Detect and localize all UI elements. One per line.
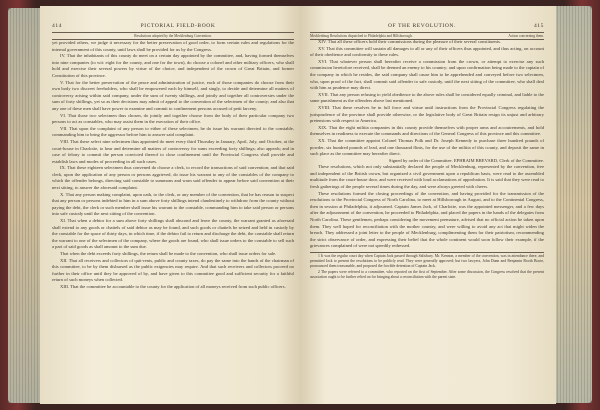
paragraph: yet provided others, we judge it necessary for the better preservation of good order, to form certain rules and regulations for the internal government of this county, until laws shall be provided for us by the Congress. (52, 40, 294, 52)
paragraph: XIX. That the eight militia companies in this county provide themselves with proper arms and accoutrements, and hold themselves in readiness to execute the commands and directions of the General Congress of this province and this committee. (310, 124, 544, 137)
running-head (310, 23, 544, 29)
paragraph: That when the debt exceeds forty shillings, the return shall be made to the convention, who shall issue orders for sale. (60, 251, 277, 256)
body-text (52, 40, 294, 291)
paragraph: XIII. That the committee be accountable to the county for the application of all moneys received from such public officers. (60, 283, 286, 289)
subhead-left: Mecklenburg Resolutions dispatched to Philadelphia and Hillsborough. (310, 34, 413, 38)
right-page (300, 6, 556, 404)
body-text (310, 39, 544, 280)
paragraph: XVII. That any person refusing to yield obedience to the above rules shall be considered equally criminal, and liable to the same punishment as the offenders above last mentioned. (310, 91, 544, 104)
footnote: 1 It was the regular court day when Captain Jack passed through Salisbury. Mr. Kennon, a member of the convention, was in attendance there, and permitted Jack to present the resolutions to be publicly read. They were generally approved; but two lawyers, John Dunn and Benjamin Booth Boote, pronounced them treasonable, and proposed the forcible detention of Captain Jack. (310, 254, 544, 269)
paragraph: XII. That all receivers and collectors of quit-rents, public and county taxes, do pay the same into the hands of the chairman of this committee, to be by them disbursed as the public exigencies may require. And that such receivers and collectors proceed no further in their office until they be approved of by, and have given to this committee good and sufficient security for a faithful return of such moneys when collected. (52, 257, 294, 283)
running-title: OF THE REVOLUTION. (387, 23, 456, 29)
paragraph: XVI. That whatever person shall hereafter receive a commission from the crown, or attempt to exercise any such commission heretofore received, shall be deemed an enemy to his country; and upon confirmation being made to the captain of the company in which he resides, the said company shall cause him to be apprehended and conveyed before two selectmen, who, upon proof of the fact, shall commit said offender to safe custody, until the next sitting of the committee, who shall deal with him as prudence may direct. (310, 58, 544, 91)
paragraph: VI. That those two selectmen thus chosen, do jointly and together choose from the body of their particular company two persons to act as constables, who may assist them in the execution of their office. (52, 112, 294, 125)
subhead-right: Action concerning them. (508, 34, 544, 38)
paragraph: VIII. That these select nine selectmen thus appointed do meet every third Thursday in January, April, July, and October, at the court-house in Charlotte, to hear and determine all matters of controversy for sums exceeding forty shillings; also appeals; and in case of felony to commit the person convicted thereof to close confinement until the Provincial Congress shall provide and establish laws and modes of proceeding in all such cases. (52, 138, 294, 164)
paragraph: IV. That the inhabitants of this county do meet on a certain day appointed by the committee, and, having formed themselves into nine companies (to wit: eight for the county, and one for the town), do choose a colonel and other military officers, who shall hold and exercise their several powers by virtue of the choice, and independent of the crown of Great Britain, and former Constitution of this province. (52, 53, 294, 78)
running-head (52, 23, 294, 29)
paragraph: XX. That the committee appoint Colonel Thomas Polk and Dr. Joseph Kennedy to purchase three hundred pounds of powder, six hundred pounds of lead, and one thousand flints, for the use of the militia of this county, and deposit the same in such place as the committee may hereafter direct. (310, 137, 544, 157)
running-title: PICTORIAL FIELD-BOOK (140, 23, 216, 29)
page-number: 414 (52, 23, 63, 29)
footnote: 2 The papers were referred to a committee, who reported on the first of September. After some discussion, the Congress resolved that the present association ought to be further relied on for bringing about a reconciliation with the parent state. (310, 269, 544, 279)
paragraph: These resolutions formed the closing proceedings of the convention, and having provided for the transmission of the resolutions to the Provincial Congress of North Carolina, to meet at Hillsborough in August, and to the Continental Congress, then in session at Philadelphia, it adjourned. Captain James Jack, of Charlotte, was the appointed messenger, and a few days after the adjournment of the convention, he proceeded to Philadelphia, and placed the papers in the hands of the delegates from North Carolina. These gentlemen, perhaps considering the movement premature, advised that no official action be taken upon them. They well hoped for reconciliation with the mother country, and were willing to avoid any act that might widen the breach. They addressed a joint letter to the people of Mecklenburg, complimenting them for their patriotism, recommending the strict observance of order, and expressing their belief that the whole continent would soon follow their example, if the grievances complained of were not speedily redressed. (310, 190, 544, 249)
paragraph: XI. That when a debtor for a sum above forty shillings shall abscond and leave the county, the warrant granted as aforesaid shall extend to any goods or chattels of said debtor as may be found, and such goods or chattels be seized and held in custody by the constable for the space of thirty days, in which time, if the debtor fail to return and discharge the debt, the constable shall return the warrant to one of the selectmen of the company, where the goods are found, who shall issue orders to the constable to sell such a part of said goods as shall amount to the sum due. (52, 218, 294, 250)
left-page (40, 6, 302, 404)
footnotes (310, 252, 544, 280)
paragraph: IX. That these eighteen selectmen thus convened do choose a clerk, to record the transactions of said convention; and that said clerk, upon the application of any person or persons aggrieved, do issue his warrant to any of the constables of the company to which the offender belongs, directing said constable to summons and warn said offender to appear before said convention at their next sitting, to answer the aforesaid complaint. (52, 165, 294, 191)
paragraph: XVIII. That these resolves be in full force and virtue until instructions from the Provincial Congress regulating the jurisprudence of the province shall provide otherwise, or the legislative body of Great Britain resign its unjust and arbitrary pretensions with respect to America. (310, 104, 544, 124)
paragraph: X. That any person making complaint, upon oath, to the clerk, or any member of the convention, that he has reason to suspect that any person or persons indebted to him in a sum above forty shillings intend clandestinely to withdraw from the county without paying the debt, the clerk or such member shall issue his warrant to the constable, commanding him to take said person or persons into safe custody until the next sitting of the convention. (52, 191, 294, 217)
page-subhead (52, 32, 294, 40)
paragraph: VII. That upon the complaint of any person to either of these selectmen, he do issue his warrant directed to the constable, commanding him to bring the aggressor before him to answer said complaint. (52, 125, 294, 138)
paragraph: XIV. That all these officers hold their commissions during the pleasure of their several constituents. (318, 39, 501, 44)
signature-line: Signed by order of the Committee. EPHRAIM BREVARD, Clerk of the Committee. (388, 157, 544, 163)
subhead-text: Resolutions adopted by the Mecklenburg Convention. (134, 34, 212, 38)
paragraph: These resolutions, which not only substantially declared the people of Mecklenburg, represented by the convention, free and independent of the British crown, but organized a civil government upon a republican basis, were read to the assembled multitude from the court-house door, and were received with loud acclamations of approbation. It is said that they were read to fresh gatherings of the people several times during the day, and were always greeted with cheers. (310, 164, 544, 190)
page-number: 415 (533, 23, 544, 29)
paragraph: V. That for the better preservation of the peace and administration of justice, each of those companies do choose from their own body two discreet freeholders, who shall be empowered each by himself, and singly, to decide and determine all matters of controversy arising within said company, under the sum of twenty shillings, and jointly and together all controversies under the sum of forty shillings, yet so as their decisions may admit of appeal to the convention of the selectmen of the county; and also that any one of these men shall have power to examine and commit to confinement persons accused of petit larceny. (52, 79, 294, 111)
paragraph: XV. That this committee will sustain all damages to all or any of their officers thus appointed, and thus acting, on account of their obedience and conformity to these rules. (310, 45, 544, 58)
page-edges-right (552, 6, 592, 403)
